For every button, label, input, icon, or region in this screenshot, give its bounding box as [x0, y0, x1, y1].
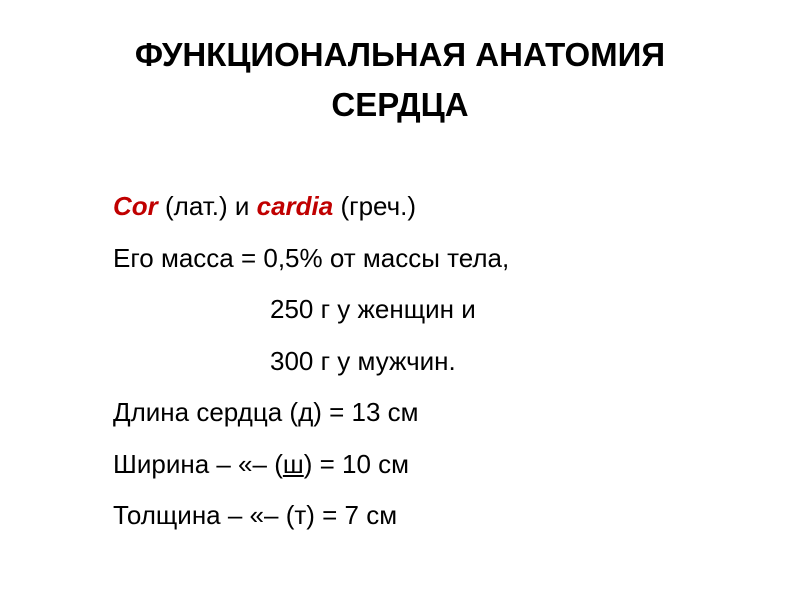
mass-line: Его масса = 0,5% от массы тела,	[113, 242, 510, 273]
mass-women-line: 250 г у женщин и	[270, 294, 476, 324]
slide-title-line-2: СЕРДЦА	[331, 86, 469, 123]
greek-term: cardia	[256, 191, 334, 221]
latin-suffix: (лат.) и	[157, 191, 257, 221]
width-suffix: ) = 10 см	[303, 448, 410, 479]
mass-men-line: 300 г у мужчин.	[270, 345, 456, 376]
slide-title	[0, 30, 800, 130]
slide-title-line-1: ФУНКЦИОНАЛЬНАЯ АНАТОМИЯ	[134, 36, 666, 73]
thickness-line: Толщина – «– (т) = 7 см	[113, 500, 398, 530]
width-prefix: Ширина – «– (	[113, 448, 283, 479]
latin-term: Cor	[113, 191, 158, 221]
greek-suffix: (греч.)	[333, 191, 417, 221]
slide-body	[113, 183, 509, 544]
width-line	[113, 441, 509, 493]
length-line: Длина сердца (д) = 13 см	[113, 397, 419, 427]
terms-line	[113, 183, 509, 235]
width-letter: ш	[282, 448, 304, 479]
